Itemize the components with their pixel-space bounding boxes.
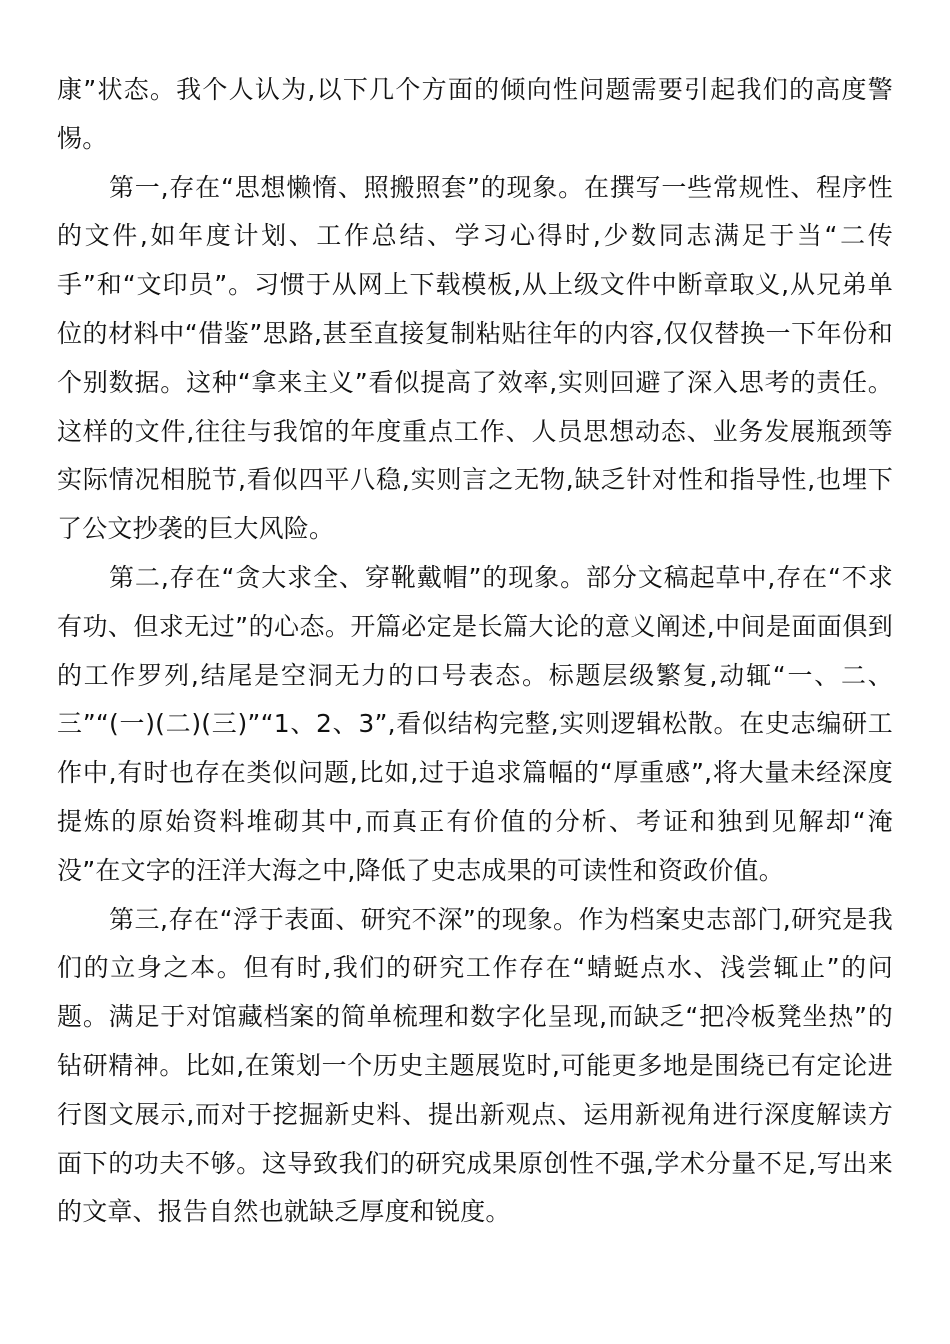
paragraph-second-issue: 第二,存在“贪大求全、穿靴戴帽”的现象。部分文稿起草中,存在“不求有功、但求无过”的心态。开篇必定是长篇大论的意义阐述,中间是面面俱到的工作罗列,结尾是空洞无力的口号表态。标题层级繁复,动辄“一、二、三”“(一)(二)(三)”“1、2、3”,看似结构完整,实则逻辑松散。在史志编研工作中,有时也存在类似问题,比如,过于追求篇幅的“厚重感”,将大量未经深度提炼的原始资料堆砌其中,而真正有价值的分析、考证和独到见解却“淹没”在文字的汪洋大海之中,降低了史志成果的可读性和资政价值。 xyxy=(57,562,893,885)
paragraph-third-issue: 第三,存在“浮于表面、研究不深”的现象。作为档案史志部门,研究是我们的立身之本。但有时,我们的研究工作存在“蜻蜓点水、浅尝辄止”的问题。满足于对馆藏档案的简单梳理和数字化呈现,而缺乏“把冷板凳坐热”的钻研精神。比如,在策划一个历史主题展览时,可能更多地是围绕已有定论进行图文展示,而对于挖掘新史料、提出新观点、运用新视角进行深度解读方面下的功夫不够。这导致我们的研究成果原创性不强,学术分量不足,写出来的文章、报告自然也就缺乏厚度和锐度。 xyxy=(57,904,893,1227)
paragraph-continuation: 康”状态。我个人认为,以下几个方面的倾向性问题需要引起我们的高度警惕。 xyxy=(57,75,893,153)
document-body xyxy=(57,66,893,1237)
paragraph-first-issue: 第一,存在“思想懒惰、照搬照套”的现象。在撰写一些常规性、程序性的文件,如年度计划、工作总结、学习心得时,少数同志满足于当“二传手”和“文印员”。习惯于从网上下载模板,从上级文件中断章取义,从兄弟单位的材料中“借鉴”思路,甚至直接复制粘贴往年的内容,仅仅替换一下年份和个别数据。这种“拿来主义”看似提高了效率,实则回避了深入思考的责任。这样的文件,往往与我馆的年度重点工作、人员思想动态、业务发展瓶颈等实际情况相脱节,看似四平八稳,实则言之无物,缺乏针对性和指导性,也埋下了公文抄袭的巨大风险。 xyxy=(57,172,893,544)
